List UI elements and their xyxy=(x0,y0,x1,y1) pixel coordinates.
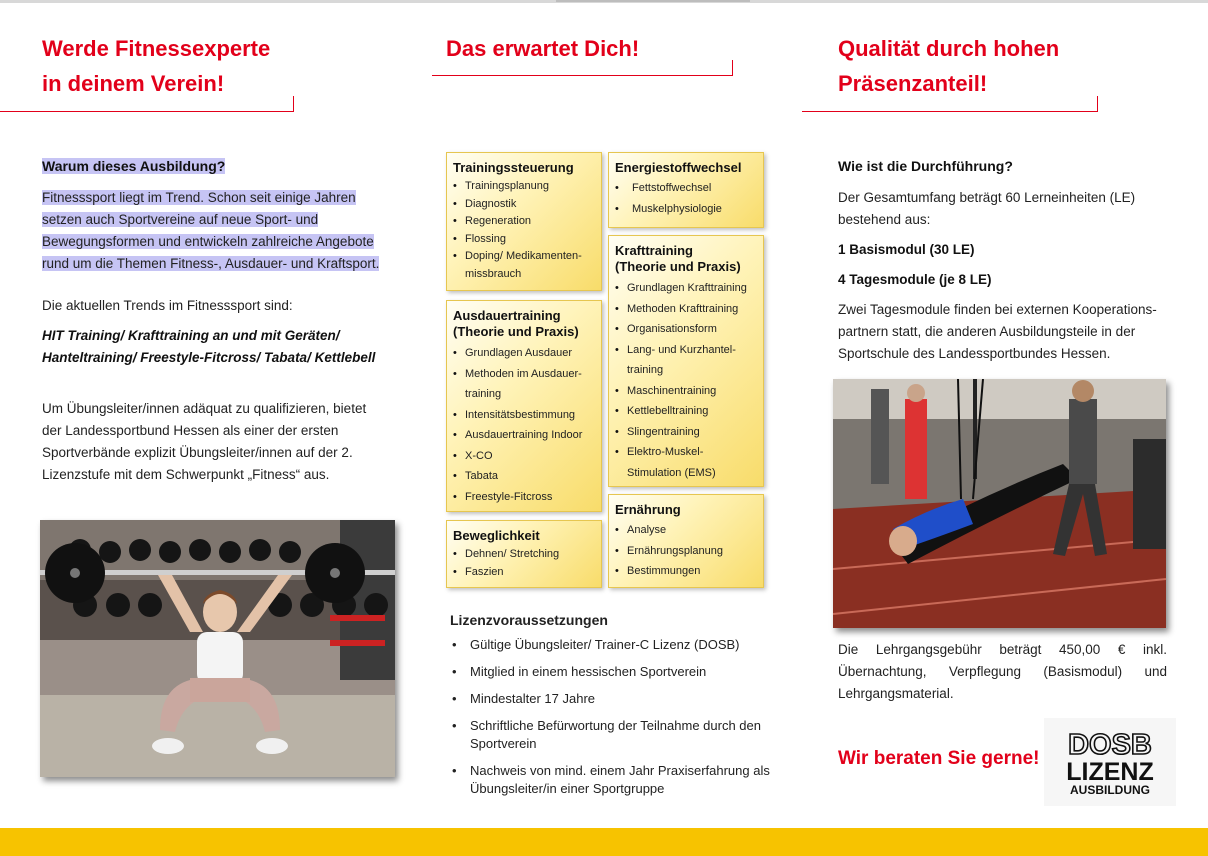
module-training-title: Trainingssteuerung xyxy=(453,160,574,175)
trends-line: HIT Training/ Krafttraining an und mit Geräten/ xyxy=(42,328,340,343)
module-endurance-title: Ausdauertraining xyxy=(453,308,561,323)
module-nutrition-title: Ernährung xyxy=(615,502,681,517)
requirements-title: Lizenzvoraussetzungen xyxy=(450,612,608,628)
intro-line: Fitnesssport liegt im Trend. Schon seit einige Jahren xyxy=(42,190,356,205)
qualify-line: Um Übungsleiter/innen adäquat zu qualifizieren, bietet xyxy=(42,401,367,416)
photo-barbell-squat xyxy=(40,520,395,777)
module-endurance-subtitle: (Theorie und Praxis) xyxy=(453,324,579,339)
intro-line: setzen auch Sportvereine auf neue Sport- und xyxy=(42,212,319,227)
partner-paragraph xyxy=(838,299,1157,365)
col1-headline-line2: in deinem Verein! xyxy=(42,71,225,96)
module-item: • Muskelphysiologie xyxy=(615,199,755,220)
trends-label: Die aktuellen Trends im Fitnesssport sind: xyxy=(42,298,293,313)
module-strength-subtitle: (Theorie und Praxis) xyxy=(615,259,741,274)
module-item-cont xyxy=(453,384,593,405)
scope-line: bestehend aus: xyxy=(838,212,931,227)
qualify-line: Sportverbände explizit Übungsleiter/innen auf der 2. xyxy=(42,445,353,460)
partner-line: Sportschule des Landessportbundes Hessen. xyxy=(838,346,1111,361)
license-requirements xyxy=(450,612,770,807)
col1-intro xyxy=(42,187,392,275)
module-energy-title: Energiestoffwechsel xyxy=(615,160,742,175)
module-item: • Flossing xyxy=(453,231,593,249)
dosb-logo-image xyxy=(1044,718,1176,806)
cta-text: Wir beraten Sie gerne! xyxy=(838,748,1040,769)
requirement-item: • Mindestalter 17 Jahre xyxy=(450,690,770,708)
module-item: • Grundlagen Krafttraining xyxy=(615,278,755,299)
intro-line: Bewegungsformen und entwickeln zahlreiche Angebote xyxy=(42,234,374,249)
module-item: • Elektro-Muskel- xyxy=(615,442,755,463)
module-item: • Intensitätsbestimmung xyxy=(453,405,593,426)
photo-barbell-squat-image xyxy=(40,520,395,777)
module-nutrition xyxy=(608,494,764,588)
module-item: • Faszien xyxy=(453,564,593,582)
module-item: • Fettstoffwechsel xyxy=(615,178,755,199)
module-item: • Trainingsplanung xyxy=(453,178,593,196)
module-item: • Ausdauertraining Indoor xyxy=(453,425,593,446)
fee-line: Lehrgangsmaterial. xyxy=(838,686,954,701)
module-item: • Dehnen/ Stretching xyxy=(453,546,593,564)
col3-question: Wie ist die Durchführung? xyxy=(838,158,1013,174)
requirement-item: • Gültige Übungsleiter/ Trainer-C Lizenz (DOSB) xyxy=(450,636,770,654)
col1-headline-line1: Werde Fitnessexperte xyxy=(42,36,271,61)
module-item: • Organisationsform xyxy=(615,319,755,340)
module-item: • Regeneration xyxy=(453,213,593,231)
intro-line: rund um die Themen Fitness-, Ausdauer- und Kraftsport. xyxy=(42,256,380,271)
photo-sling-training xyxy=(833,379,1166,628)
module-basis: 1 Basismodul (30 LE) xyxy=(838,242,975,257)
col2-headline-rule xyxy=(432,60,733,76)
trends-list xyxy=(42,325,375,369)
logo-line-2: LIZENZ xyxy=(1066,758,1154,786)
module-item: • Slingentraining xyxy=(615,422,755,443)
logo-line-3: AUSBILDUNG xyxy=(1070,783,1150,797)
module-item-cont xyxy=(615,360,755,381)
top-border xyxy=(0,0,1208,3)
module-mobility-title: Beweglichkeit xyxy=(453,528,540,543)
col3-headline-line1: Qualität durch hohen xyxy=(838,36,1060,61)
module-item-cont-text: training xyxy=(465,388,502,400)
module-endurance xyxy=(446,300,602,512)
module-training-control xyxy=(446,152,602,291)
col1-question-text: Warum dieses Ausbildung? xyxy=(42,158,226,174)
fee-line: Die Lehrgangsgebühr beträgt 450,00 € inkl. xyxy=(838,642,1167,657)
col1-headline xyxy=(42,31,270,101)
module-item: • Kettlebelltraining xyxy=(615,401,755,422)
module-item-cont-text: missbrauch xyxy=(465,267,522,280)
col1-question xyxy=(42,158,225,174)
col1-headline-rule xyxy=(0,96,294,112)
partner-line: partnern statt, die anderen Ausbildungsteile in der xyxy=(838,324,1136,339)
module-days: 4 Tagesmodule (je 8 LE) xyxy=(838,272,992,287)
scope-line: Der Gesamtumfang beträgt 60 Lerneinheiten (LE) xyxy=(838,190,1136,205)
module-item: • Grundlagen Ausdauer xyxy=(453,343,593,364)
module-item-cont xyxy=(453,266,593,284)
module-strength-title: Krafttraining xyxy=(615,243,693,258)
module-item-cont xyxy=(615,463,755,484)
scope-paragraph xyxy=(838,187,1135,231)
module-mobility xyxy=(446,520,602,588)
module-energy-metabolism xyxy=(608,152,764,228)
module-item: • Methoden Krafttraining xyxy=(615,299,755,320)
qualify-line: Lizenzstufe mit dem Schwerpunkt „Fitness“ aus. xyxy=(42,467,330,482)
module-item: • Freestyle-Fitcross xyxy=(453,487,593,508)
module-item: • Doping/ Medikamenten- xyxy=(453,248,593,266)
requirement-item: • Nachweis von mind. einem Jahr Praxiserfahrung als Übungsleiter/in einer Sportgruppe xyxy=(450,762,770,798)
partner-line: Zwei Tagesmodule finden bei externen Kooperations- xyxy=(838,302,1157,317)
module-item: • Ernährungsplanung xyxy=(615,541,755,562)
fee-paragraph xyxy=(838,639,1167,705)
top-tab xyxy=(556,0,750,2)
module-item-cont-text: training xyxy=(627,364,664,376)
fee-line: Übernachtung, Verpflegung (Basismodul) und xyxy=(838,664,1167,679)
dosb-logo xyxy=(1044,718,1176,806)
module-item: • Tabata xyxy=(453,466,593,487)
module-item: • Analyse xyxy=(615,520,755,541)
col3-headline-rule xyxy=(802,96,1098,112)
col2-headline: Das erwartet Dich! xyxy=(446,36,640,61)
module-item: • Bestimmungen xyxy=(615,561,755,582)
bottom-yellow-bar xyxy=(0,828,1208,856)
module-item-cont-text: Stimulation (EMS) xyxy=(627,466,716,479)
module-item: • Maschinentraining xyxy=(615,381,755,402)
module-item: • X-CO xyxy=(453,446,593,467)
trends-line: Hanteltraining/ Freestyle-Fitcross/ Tabata/ Kettlebell xyxy=(42,350,376,365)
logo-line-1: DOSB xyxy=(1068,729,1152,761)
module-item: • Lang- und Kurzhantel- xyxy=(615,340,755,361)
col3-headline-line2: Präsenzanteil! xyxy=(838,71,988,96)
module-item: • Diagnostik xyxy=(453,196,593,214)
photo-sling-training-image xyxy=(833,379,1166,628)
qualify-line: der Landessportbund Hessen als einer der ersten xyxy=(42,423,339,438)
requirement-item: • Mitglied in einem hessischen Sportverein xyxy=(450,663,770,681)
module-strength xyxy=(608,235,764,487)
module-item: • Methoden im Ausdauer- xyxy=(453,364,593,385)
col3-headline xyxy=(838,31,1059,101)
qualify-paragraph xyxy=(42,398,366,486)
requirement-item: • Schriftliche Befürwortung der Teilnahme durch den Sportverein xyxy=(450,717,770,753)
